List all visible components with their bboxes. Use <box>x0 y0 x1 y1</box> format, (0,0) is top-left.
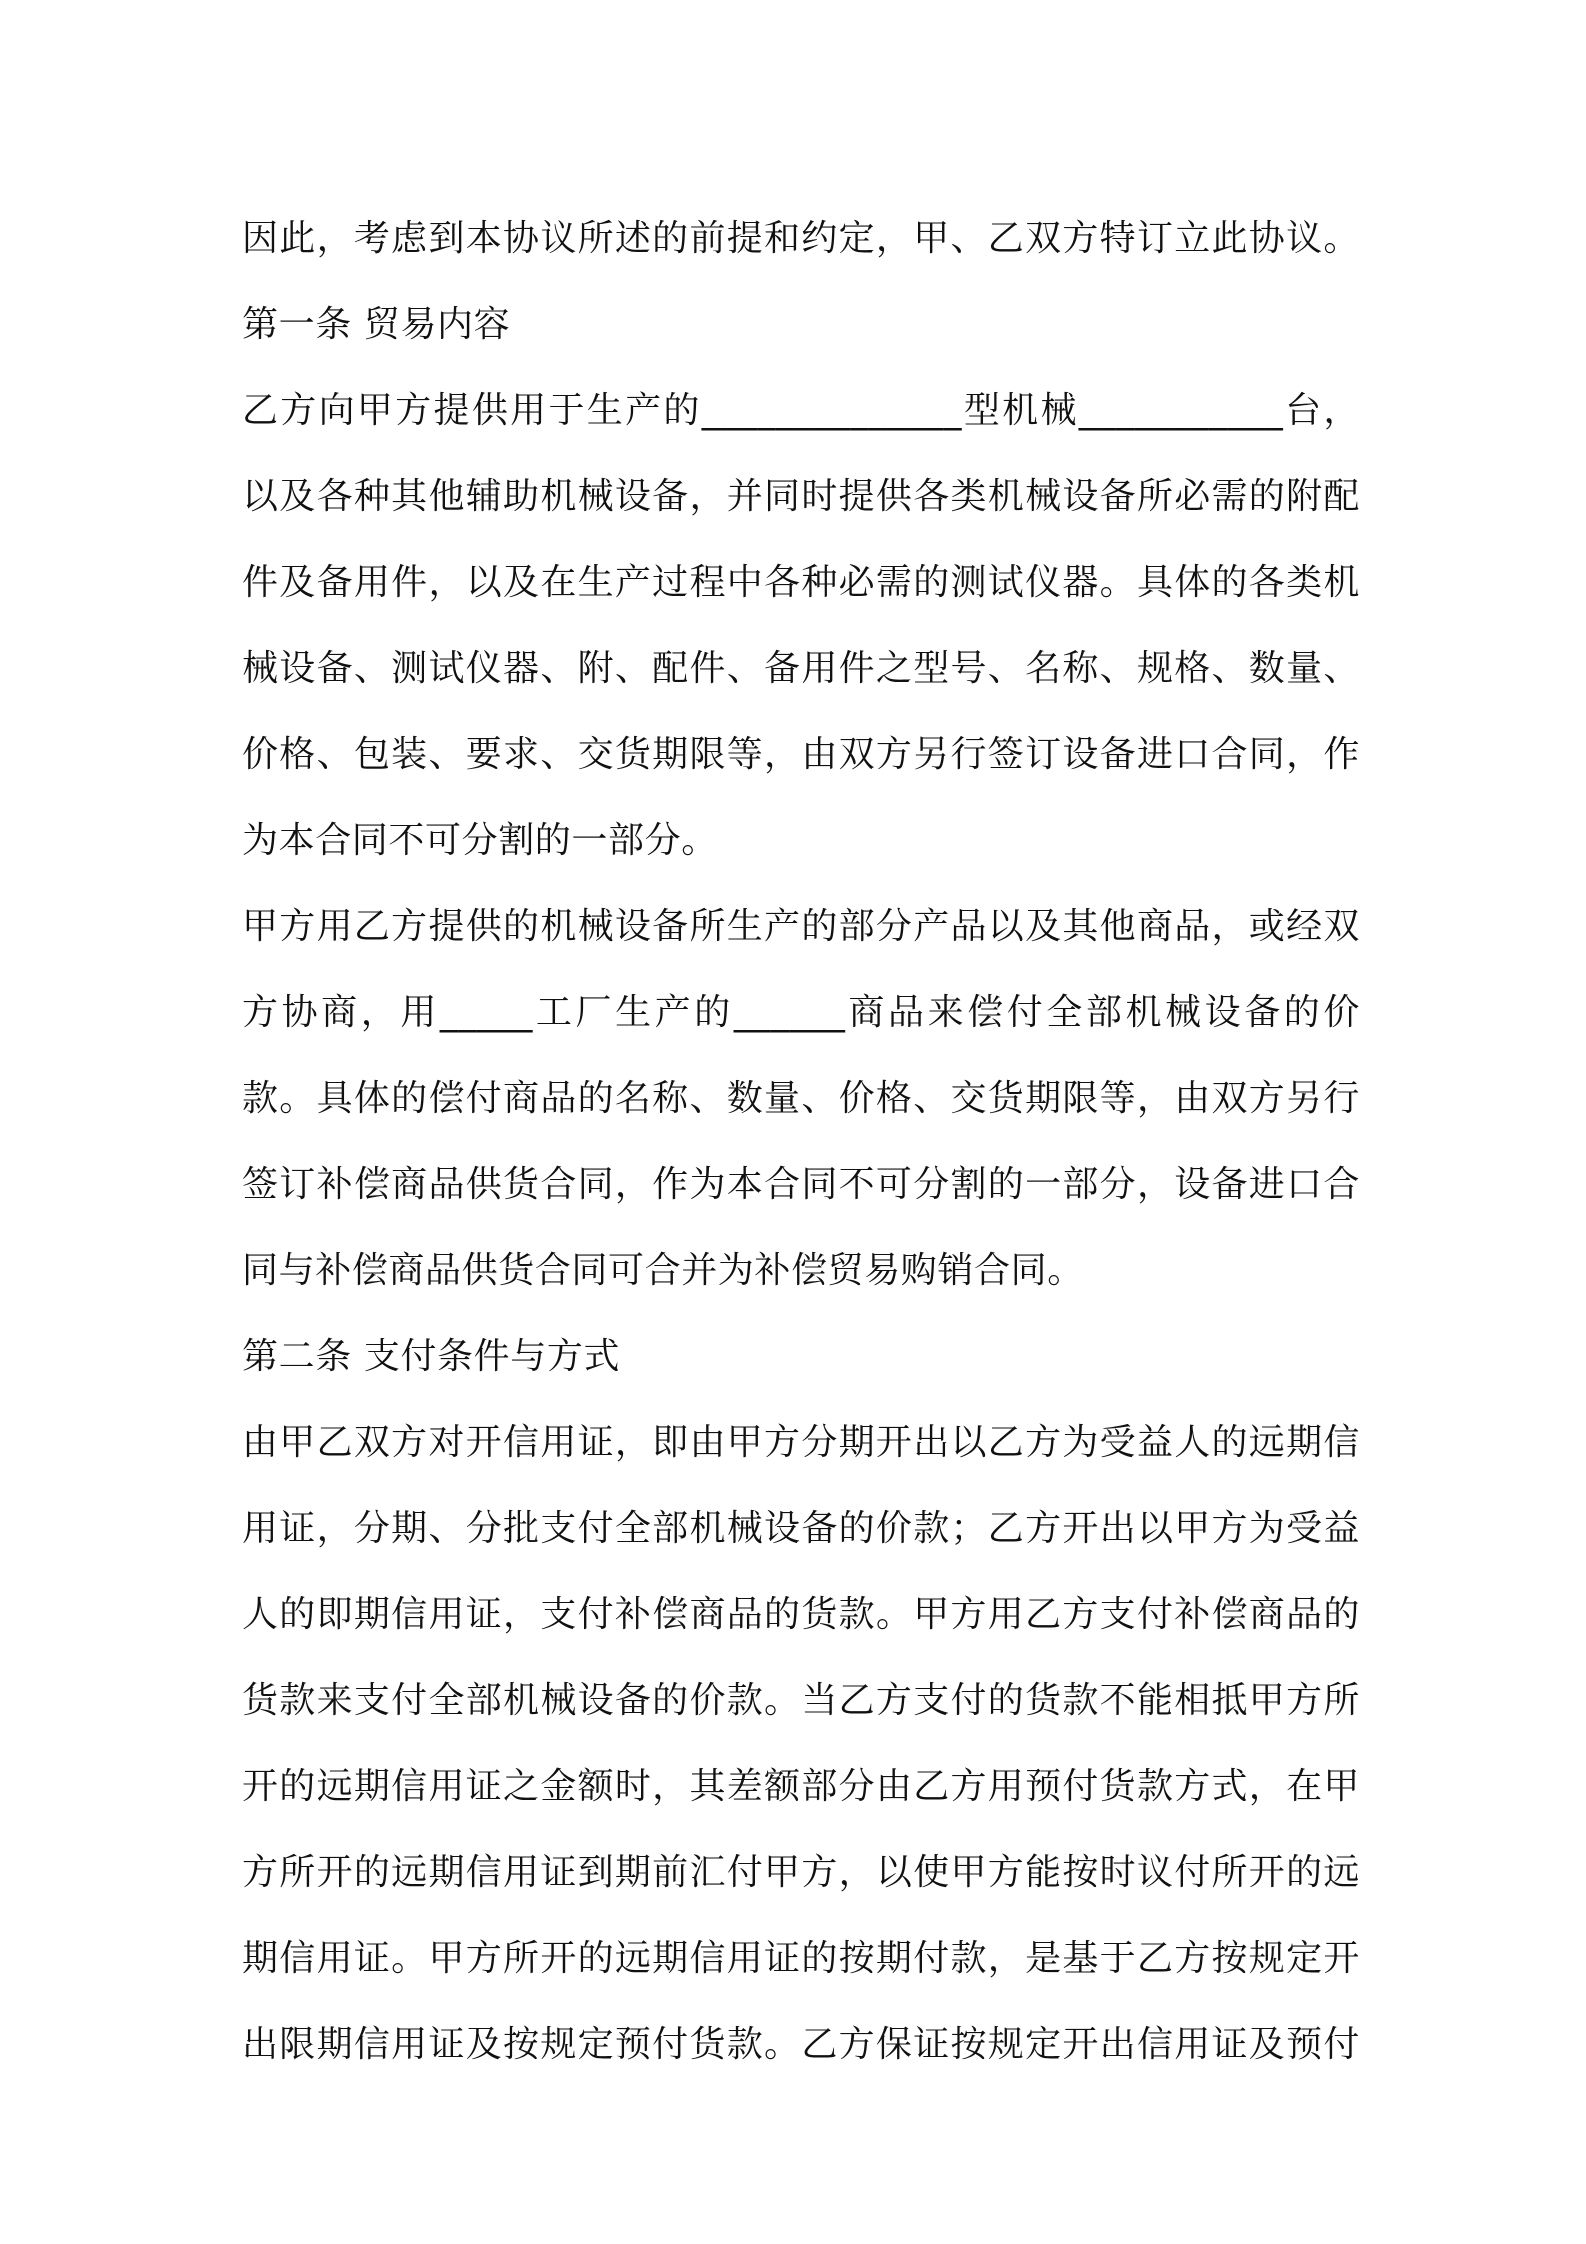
body-line: 人的即期信用证，支付补偿商品的货款。甲方用乙方支付补偿商品的 <box>242 1594 1360 1635</box>
body-line: 因此，考虑到本协议所述的前提和约定，甲、乙双方特订立此协议。 <box>242 218 1360 259</box>
body-line: 期信用证。甲方所开的远期信用证的按期付款，是基于乙方按规定开 <box>242 1938 1360 1979</box>
body-line: 乙方向甲方提供用于生产的______________型机械___________台， <box>242 390 1360 431</box>
body-line: 为本合同不可分割的一部分。 <box>242 820 718 861</box>
body-line: 用证，分期、分批支付全部机械设备的价款；乙方开出以甲方为受益 <box>242 1508 1360 1549</box>
section-heading-trade-content: 第一条 贸易内容 <box>242 304 511 345</box>
body-line: 同与补偿商品供货合同可合并为补偿贸易购销合同。 <box>242 1250 1084 1291</box>
body-line: 款。具体的偿付商品的名称、数量、价格、交货期限等，由双方另行 <box>242 1078 1360 1119</box>
body-line: 甲方用乙方提供的机械设备所生产的部分产品以及其他商品，或经双 <box>242 906 1360 947</box>
body-line: 出限期信用证及按规定预付货款。乙方保证按规定开出信用证及预付 <box>242 2024 1360 2065</box>
body-line: 械设备、测试仪器、附、配件、备用件之型号、名称、规格、数量、 <box>242 648 1360 689</box>
body-line: 由甲乙双方对开信用证，即由甲方分期开出以乙方为受益人的远期信 <box>242 1422 1360 1463</box>
body-line: 以及各种其他辅助机械设备，并同时提供各类机械设备所必需的附配 <box>242 476 1360 517</box>
section-heading-payment-terms: 第二条 支付条件与方式 <box>242 1336 621 1377</box>
body-line: 货款来支付全部机械设备的价款。当乙方支付的货款不能相抵甲方所 <box>242 1680 1360 1721</box>
body-line: 价格、包装、要求、交货期限等，由双方另行签订设备进口合同，作 <box>242 734 1360 775</box>
body-line: 方协商，用_____工厂生产的______商品来偿付全部机械设备的价 <box>242 992 1360 1033</box>
body-line: 签订补偿商品供货合同，作为本合同不可分割的一部分，设备进口合 <box>242 1164 1360 1205</box>
body-line: 件及备用件，以及在生产过程中各种必需的测试仪器。具体的各类机 <box>242 562 1360 603</box>
document-body <box>242 196 1360 2088</box>
body-line: 方所开的远期信用证到期前汇付甲方，以使甲方能按时议付所开的远 <box>242 1852 1360 1893</box>
body-line: 开的远期信用证之金额时，其差额部分由乙方用预付货款方式，在甲 <box>242 1766 1360 1807</box>
